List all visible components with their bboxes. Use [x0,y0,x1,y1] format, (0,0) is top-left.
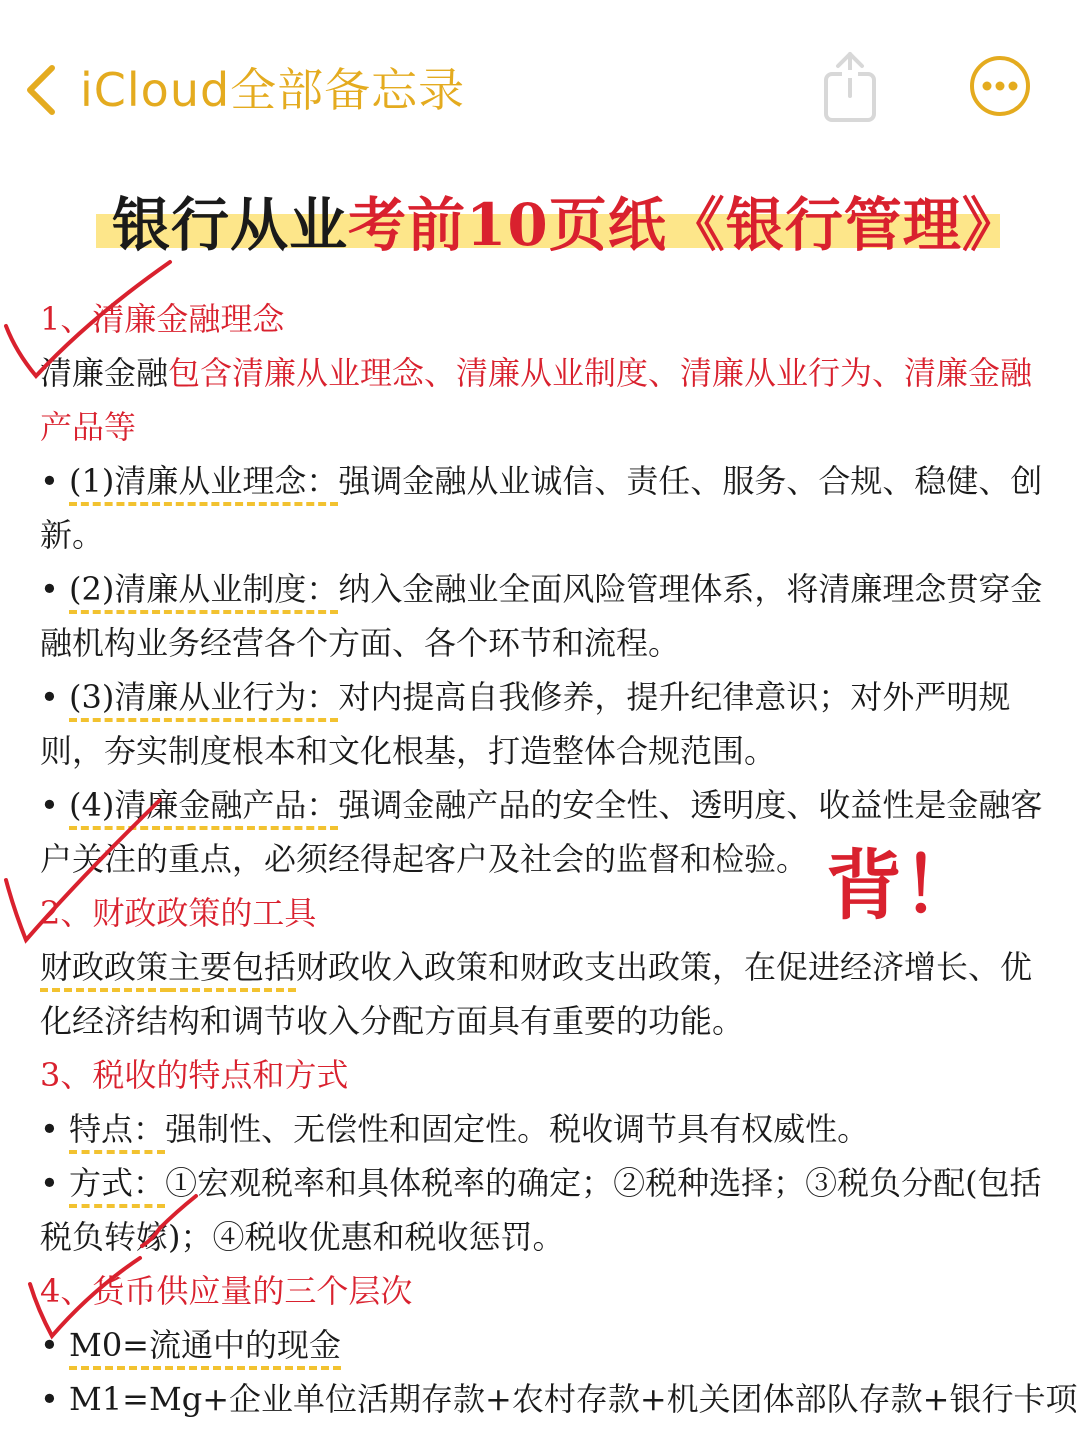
paragraph-line [40,940,1033,994]
bullet-continuation: 户关注的重点，必须经得起客户及社会的监督和检验。 [40,840,809,878]
title-part-1: 银行从业 [112,191,349,259]
back-button[interactable] [22,62,62,118]
paragraph-line: 化经济结构和调节收入分配方面具有重要的功能。 [40,1002,745,1040]
section-heading: 2、财政政策的工具 [40,894,317,932]
note-body[interactable] [40,292,1078,1426]
text-span: 财政收入政策和财政支出政策，在促进经济增长、优 [296,948,1033,986]
bullet-item [40,1156,1042,1210]
bullet-continuation: 税负转嫁)；④税收优惠和税收惩罚。 [40,1218,565,1256]
bullet-label: (2)清廉从业制度： [69,570,338,614]
bullet-text: 强调金融产品的安全性、透明度、收益性是金融客 [338,786,1043,824]
more-icon [968,54,1032,118]
text-span: 主要包括 [168,948,296,992]
bullet-icon: • [40,678,59,716]
bullet-label: (4)清廉金融产品： [69,786,338,830]
share-icon [820,46,880,126]
bullet-label: (3)清廉从业行为： [69,678,338,722]
handwritten-note: 背！ [826,841,978,930]
note-title [112,178,1021,262]
bullet-item [40,454,1043,508]
text-span: 财政政策 [40,948,168,992]
bullet-text: 强制性、无偿性和固定性。税收调节具有权威性。 [165,1110,870,1148]
bullet-icon: • [40,1326,59,1364]
bullet-icon: • [40,570,59,608]
bullet-item [40,670,1030,724]
bullet-icon: • [40,462,59,500]
section-heading: 1、清廉金融理念 [40,300,285,338]
bullet-continuation: 融机构业务经营各个方面、各个环节和流程。 [40,624,681,662]
bullet-item [40,562,1043,616]
bullet-item [40,1372,1078,1426]
paragraph-line: 产品等 [40,408,137,446]
bullet-text: M0=流通中的现金 [69,1326,341,1370]
bullet-item [40,778,1043,832]
bullet-text: M1=Mg+企业单位活期存款+农村存款+机关团体部队存款+银行卡项 [69,1380,1078,1418]
text-span: 包含清廉从业理念、清廉从业制度、清廉从业行为、清廉金融 [168,354,1033,392]
section-heading: 4、货币供应量的三个层次 [40,1272,413,1310]
bullet-icon: • [40,1164,59,1202]
back-label[interactable]: iCloud全部备忘录 [80,63,466,117]
bullet-label: 特点： [69,1110,165,1154]
note-title-block [0,178,1080,258]
chevron-left-icon [22,62,62,118]
more-button[interactable] [968,54,1032,118]
bullet-label: (1)清廉从业理念： [69,462,338,506]
bullet-text: 纳入金融业全面风险管理体系，将清廉理念贯穿金 [338,570,1043,608]
bullet-text: 强调金融从业诚信、责任、服务、合规、稳健、创 [338,462,1043,500]
bullet-continuation: 新。 [40,516,105,554]
title-part-2: 考前10页纸《银行管理》 [348,191,1021,259]
share-button[interactable] [820,46,880,126]
section-heading: 3、税收的特点和方式 [40,1056,349,1094]
bullet-icon: • [40,786,59,824]
nav-bar [0,40,1080,140]
bullet-text: ①宏观税率和具体税率的确定；②税种选择；③税负分配(包括 [165,1164,1042,1202]
paragraph-line [40,346,1033,400]
bullet-icon: • [40,1380,59,1418]
bullet-item [40,1318,1030,1372]
bullet-icon: • [40,1110,59,1148]
bullet-item [40,1102,1030,1156]
text-span: 清廉金融 [40,354,169,392]
bullet-text: 对内提高自我修养，提升纪律意识；对外严明规 [338,678,1011,716]
bullet-continuation: 则，夯实制度根本和文化根基，打造整体合规范围。 [40,732,777,770]
bullet-label: 方式： [69,1164,165,1208]
